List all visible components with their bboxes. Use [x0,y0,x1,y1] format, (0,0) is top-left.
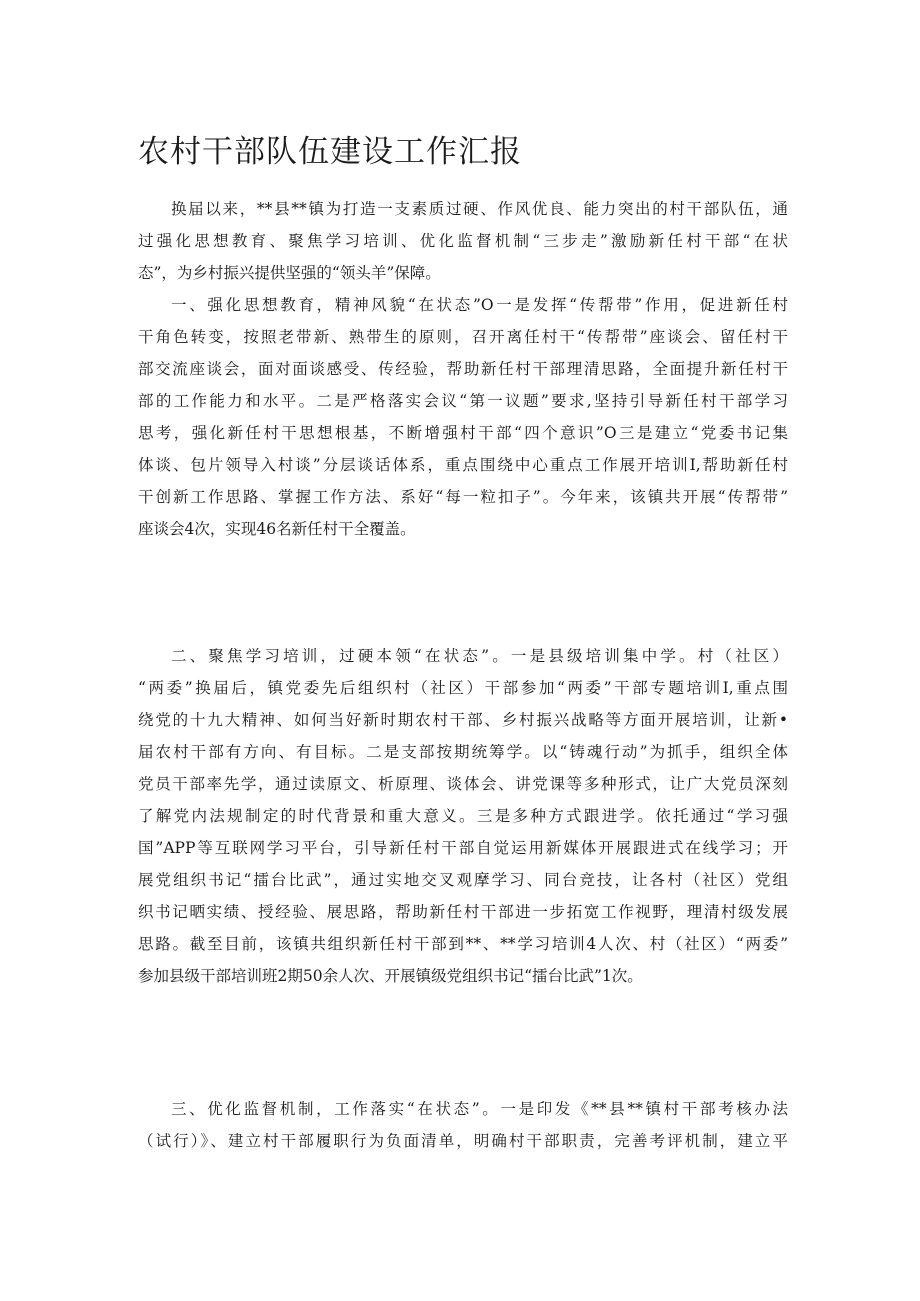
paragraph-line: 国”APP等互联网学习平台，引导新任村干部自觉运用新媒体开展跟进式在线学习；开 [138,839,788,857]
paragraph-line: 换届以来，**县**镇为打造一支素质过硬、作风优良、能力突出的村干部队伍，通 [171,200,788,218]
paragraph-line: 三、优化监督机制，工作落实“在状态”。一是印发《**县**镇村干部考核办法 [171,1100,788,1118]
paragraph-line: 展党组织书记“擂台比武”，通过实地交叉观摩学习、同台竞技，让各村（社区）党组 [138,871,788,889]
paragraph-intro [138,193,788,289]
paragraph-line: 了解党内法规制定的时代背景和重大意义。三是多种方式跟进学。依托通过“学习强 [138,807,788,825]
paragraph-line: 一、强化思想教育，精神风貌“在状态”O一是发挥“传帮带”作用，促进新任村 [171,296,788,314]
paragraph-line: 党员干部率先学，通过读原文、析原理、谈体会、讲党课等多种形式，让广大党员深刻 [138,775,788,793]
paragraph-line: 绕党的十九大精神、如何当好新时期农村干部、乡村振兴战略等方面开展培训，让新• [138,711,788,729]
paragraph-line: 过强化思想教育、聚焦学习培训、优化监督机制“三步走”激励新任村干部“在状 [138,232,788,250]
paragraph-line: 思考，强化新任村干思想根基，不断增强村干部“四个意识”O三是建立“党委书记集 [138,424,788,442]
paragraph-line: 参加县级干部培训班2期50余人次、开展镇级党组织书记“擂台比武”1次。 [138,967,643,985]
paragraph-line: 二、聚焦学习培训，过硬本领“在状态”。一是县级培训集中学。村（社区） [171,647,788,665]
paragraph-line: 部的工作能力和水平。二是严格落实会议“第一议题”要求,坚持引导新任村干部学习 [138,392,788,410]
paragraph-line: 部交流座谈会，面对面谈感受、传经验，帮助新任村干部理清思路，全面提升新任村干 [138,360,788,378]
paragraph-line: 织书记晒实绩、授经验、展思路，帮助新任村干部进一步拓宽工作视野，理清村级发展 [138,903,788,921]
paragraph-line: “两委”换届后，镇党委先后组织村（社区）干部参加“两委”干部专题培训I,重点围 [138,679,788,697]
paragraph-line: （试行）》、建立村干部履职行为负面清单，明确村干部职责，完善考评机制，建立平 [138,1132,788,1150]
paragraph-line: 体谈、包片领导入村谈”分层谈话体系，重点围绕中心重点工作展开培训I,帮助新任村 [138,456,788,474]
paragraph-section-2 [138,640,788,992]
paragraph-line: 座谈会4次，实现46名新任村干全覆盖。 [138,520,416,538]
document-title: 农村干部队伍建设工作汇报 [138,134,522,170]
paragraph-section-1 [138,289,788,545]
paragraph-line: 态”，为乡村振兴提供坚强的“领头羊”保障。 [138,264,441,282]
paragraph-line: 届农村干部有方向、有目标。二是支部按期统筹学。以“铸魂行动”为抓手，组织全体 [138,743,788,761]
paragraph-line: 思路。截至目前，该镇共组织新任村干部到**、**学习培训4人次、村（社区）“两委” [138,935,788,953]
paragraph-section-3 [138,1093,788,1157]
paragraph-line: 干角色转变，按照老带新、熟带生的原则，召开离任村干“传帮带”座谈会、留任村干 [138,328,788,346]
paragraph-line: 干创新工作思路、掌握工作方法、系好“每一粒扣子”。今年来，该镇共开展“传帮带” [138,488,788,506]
